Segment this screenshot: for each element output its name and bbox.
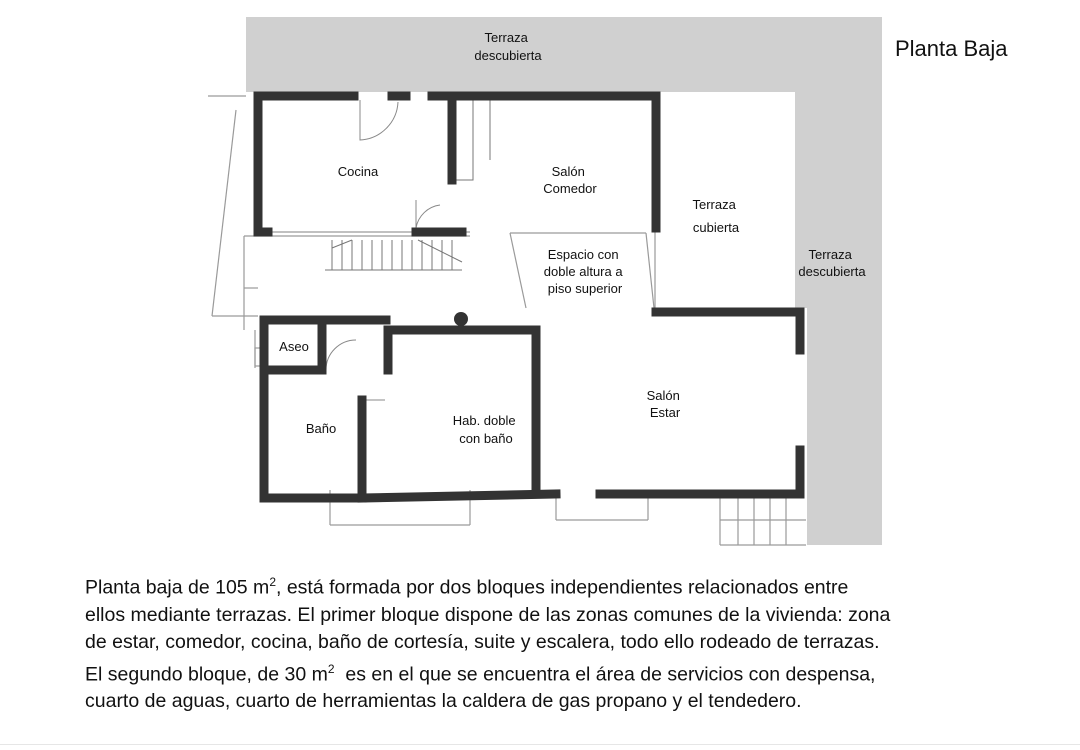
page-title: Planta Baja [895,36,1008,61]
description-line [85,569,1025,602]
label-hab-doble: Hab. doble con baño [452,413,516,446]
label-terraza-cubierta: Terraza cubierta [692,197,740,235]
description-line: ellos mediante terrazas. El primer bloque dispone de las zonas comunes de la vivienda: zona [85,603,891,626]
label-terraza-descubierta-right: Terraza descubierta [798,247,866,279]
description-text [85,569,1025,715]
divider [0,744,1080,745]
superscript-2: 2 [269,575,276,589]
description-line1-a: Planta baja de 105 m [85,576,270,599]
description-line: cuarto de aguas, cuarto de herramientas la caldera de gas propano y el tendedero. [85,690,802,712]
label-salon-comedor: Salón Comedor [543,164,597,196]
superscript-2: 2 [327,661,335,676]
label-terraza-descubierta-top: Terraza descubierta [474,30,542,63]
description-line: de estar, comedor, cocina, baño de cortesía, suite y escalera, todo ello rodeado de terrazas. [85,630,880,653]
description-line [85,656,1025,689]
description-line1-b: , está formada por dos bloques independientes relacionados entre [276,576,849,599]
description-line4-b: es en el que se encuentra el área de servicios con despensa, [334,663,876,685]
walls [258,96,800,498]
label-bano: Baño [305,421,337,436]
column-marker [454,312,468,326]
label-espacio-doble-altura: Espacio con doble altura a piso superior [543,247,623,296]
label-salon-estar: Salón Estar [646,388,681,420]
door-swings [326,100,440,400]
description-line4-a: El segundo bloque, de 30 m [85,663,328,685]
label-cocina: Cocina [337,164,379,179]
staircase [325,100,490,270]
label-aseo: Aseo [279,339,309,354]
